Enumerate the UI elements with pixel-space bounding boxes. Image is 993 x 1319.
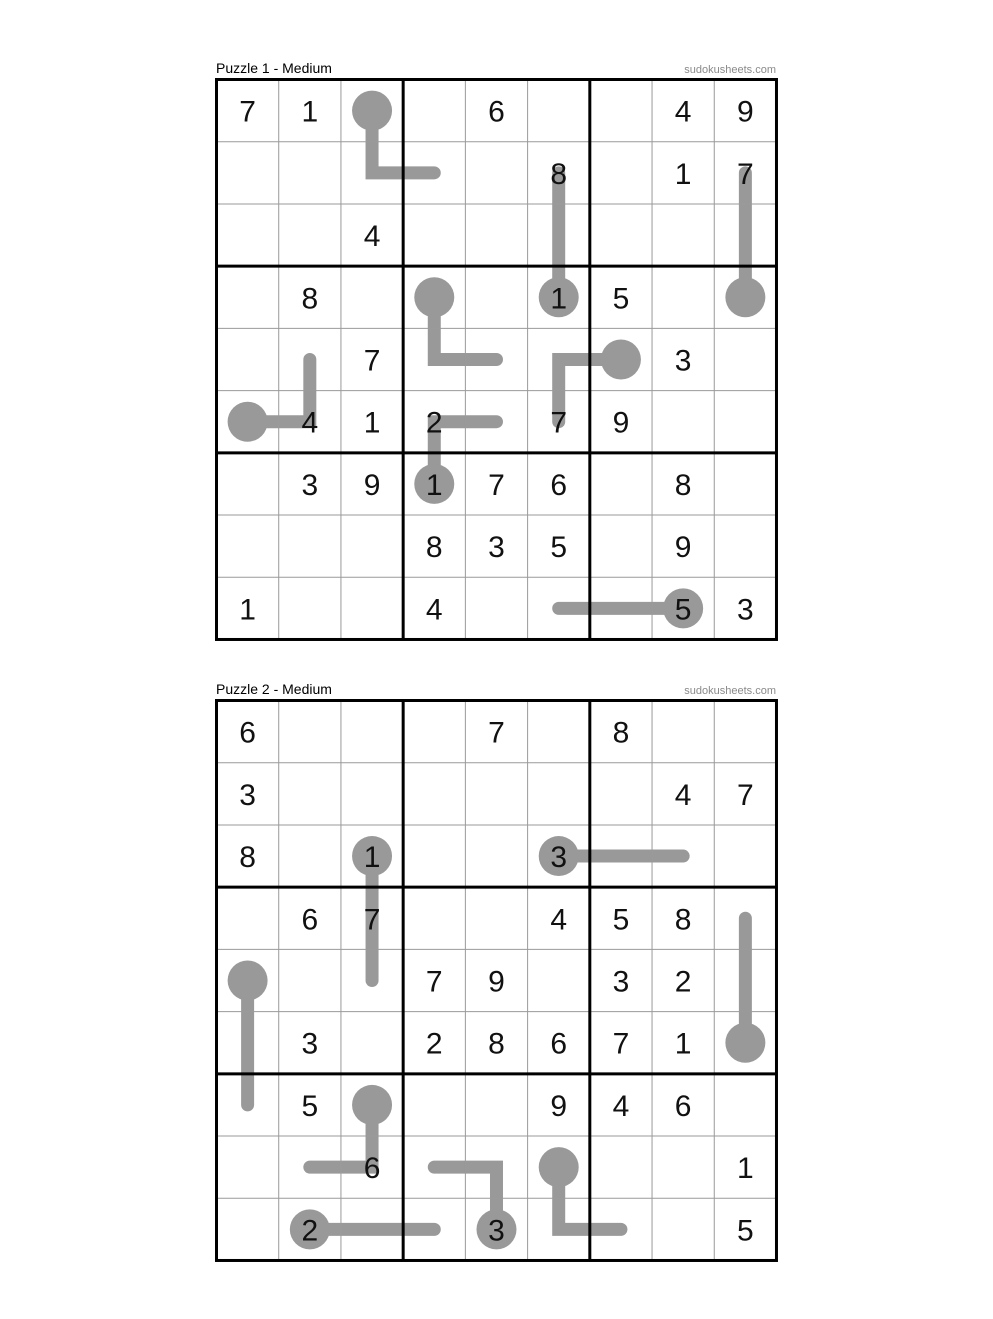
cell-digit: 7 [737, 778, 754, 812]
cell-digit: 4 [301, 406, 319, 440]
cell-digit: 7 [363, 344, 381, 378]
cell-digit: 8 [239, 841, 256, 875]
cell-digit: 3 [737, 593, 754, 627]
cell-digit: 8 [674, 903, 692, 937]
cell-digit: 1 [363, 841, 381, 875]
cell-digit: 7 [363, 903, 381, 937]
cell-digit: 7 [239, 95, 256, 129]
puzzle-1 [215, 58, 778, 641]
cell-digit: 2 [425, 1027, 443, 1061]
cell-digit: 8 [488, 1027, 505, 1061]
thermometer-bulb [228, 402, 268, 442]
puzzle-header [215, 679, 778, 699]
cell-digit: 7 [488, 468, 505, 502]
cell-digit: 2 [425, 406, 443, 440]
cell-digit: 5 [612, 282, 630, 316]
cell-digit: 3 [488, 1214, 505, 1248]
cell-digit: 1 [674, 1027, 692, 1061]
cell-digit: 6 [363, 1152, 381, 1186]
cell-digit: 3 [301, 468, 319, 502]
sudoku-grid [215, 699, 778, 1262]
cell-digit: 8 [674, 468, 692, 502]
thermometer-bulb [539, 1147, 579, 1187]
cell-digit: 9 [488, 965, 505, 999]
cell-digit: 3 [612, 965, 630, 999]
cell-digit: 8 [425, 531, 443, 565]
cell-digit: 7 [425, 965, 443, 999]
cell-digit: 5 [550, 531, 568, 565]
thermometer-bulb [725, 277, 765, 317]
cell-digit: 3 [301, 1027, 319, 1061]
cell-digit: 4 [363, 220, 381, 254]
thermometer-bulb [601, 339, 641, 379]
cell-digit: 9 [612, 406, 630, 440]
thermometer-bulb [352, 1085, 392, 1125]
cell-digit: 6 [301, 903, 319, 937]
cell-digit: 8 [301, 282, 319, 316]
cell-digit: 7 [737, 157, 754, 191]
puzzle-title: Puzzle 2 - Medium [216, 681, 332, 697]
cell-digit: 5 [674, 593, 692, 627]
cell-digit: 1 [363, 406, 381, 440]
cell-digit: 3 [239, 778, 256, 812]
cell-digit: 3 [488, 531, 505, 565]
cell-digit: 8 [550, 157, 568, 191]
cell-digit: 9 [363, 468, 381, 502]
thermometer-bulb [725, 1023, 765, 1063]
puzzle-2 [215, 679, 778, 1262]
cell-digit: 7 [612, 1027, 630, 1061]
cell-digit: 7 [550, 406, 568, 440]
cell-digit: 5 [737, 1214, 754, 1248]
cell-digit: 5 [301, 1089, 319, 1123]
cell-digit: 9 [737, 95, 754, 129]
thermometer-bulb [414, 277, 454, 317]
cell-digit: 4 [674, 95, 692, 129]
cell-digit: 7 [488, 716, 505, 750]
cell-digit: 1 [737, 1152, 754, 1186]
thermometer-bulb [352, 91, 392, 131]
cell-digit: 4 [425, 593, 443, 627]
cell-digit: 6 [488, 95, 505, 129]
cell-digit: 8 [612, 716, 630, 750]
cell-digit: 1 [550, 282, 568, 316]
cell-digit: 1 [674, 157, 692, 191]
cell-digit: 3 [674, 344, 692, 378]
cell-digit: 1 [425, 468, 443, 502]
cell-digit: 6 [550, 1027, 568, 1061]
cell-digit: 6 [239, 716, 256, 750]
cell-digit: 9 [550, 1089, 568, 1123]
cell-digit: 5 [612, 903, 630, 937]
cell-digit: 2 [674, 965, 692, 999]
cell-digit: 1 [301, 95, 319, 129]
site-name: sudokusheets.com [684, 64, 776, 76]
cell-digit: 9 [674, 531, 692, 565]
puzzle-title: Puzzle 1 - Medium [216, 60, 332, 76]
puzzle-header [215, 58, 778, 78]
cell-digit: 4 [674, 778, 692, 812]
cell-digit: 6 [550, 468, 568, 502]
cell-digit: 2 [301, 1214, 319, 1248]
cell-digit: 3 [550, 841, 568, 875]
cell-digit: 4 [550, 903, 568, 937]
sudoku-grid [215, 78, 778, 641]
cell-digit: 4 [612, 1089, 630, 1123]
thermometer-bulb [228, 960, 268, 1000]
cell-digit: 1 [239, 593, 256, 627]
cell-digit: 6 [674, 1089, 692, 1123]
site-name: sudokusheets.com [684, 685, 776, 697]
